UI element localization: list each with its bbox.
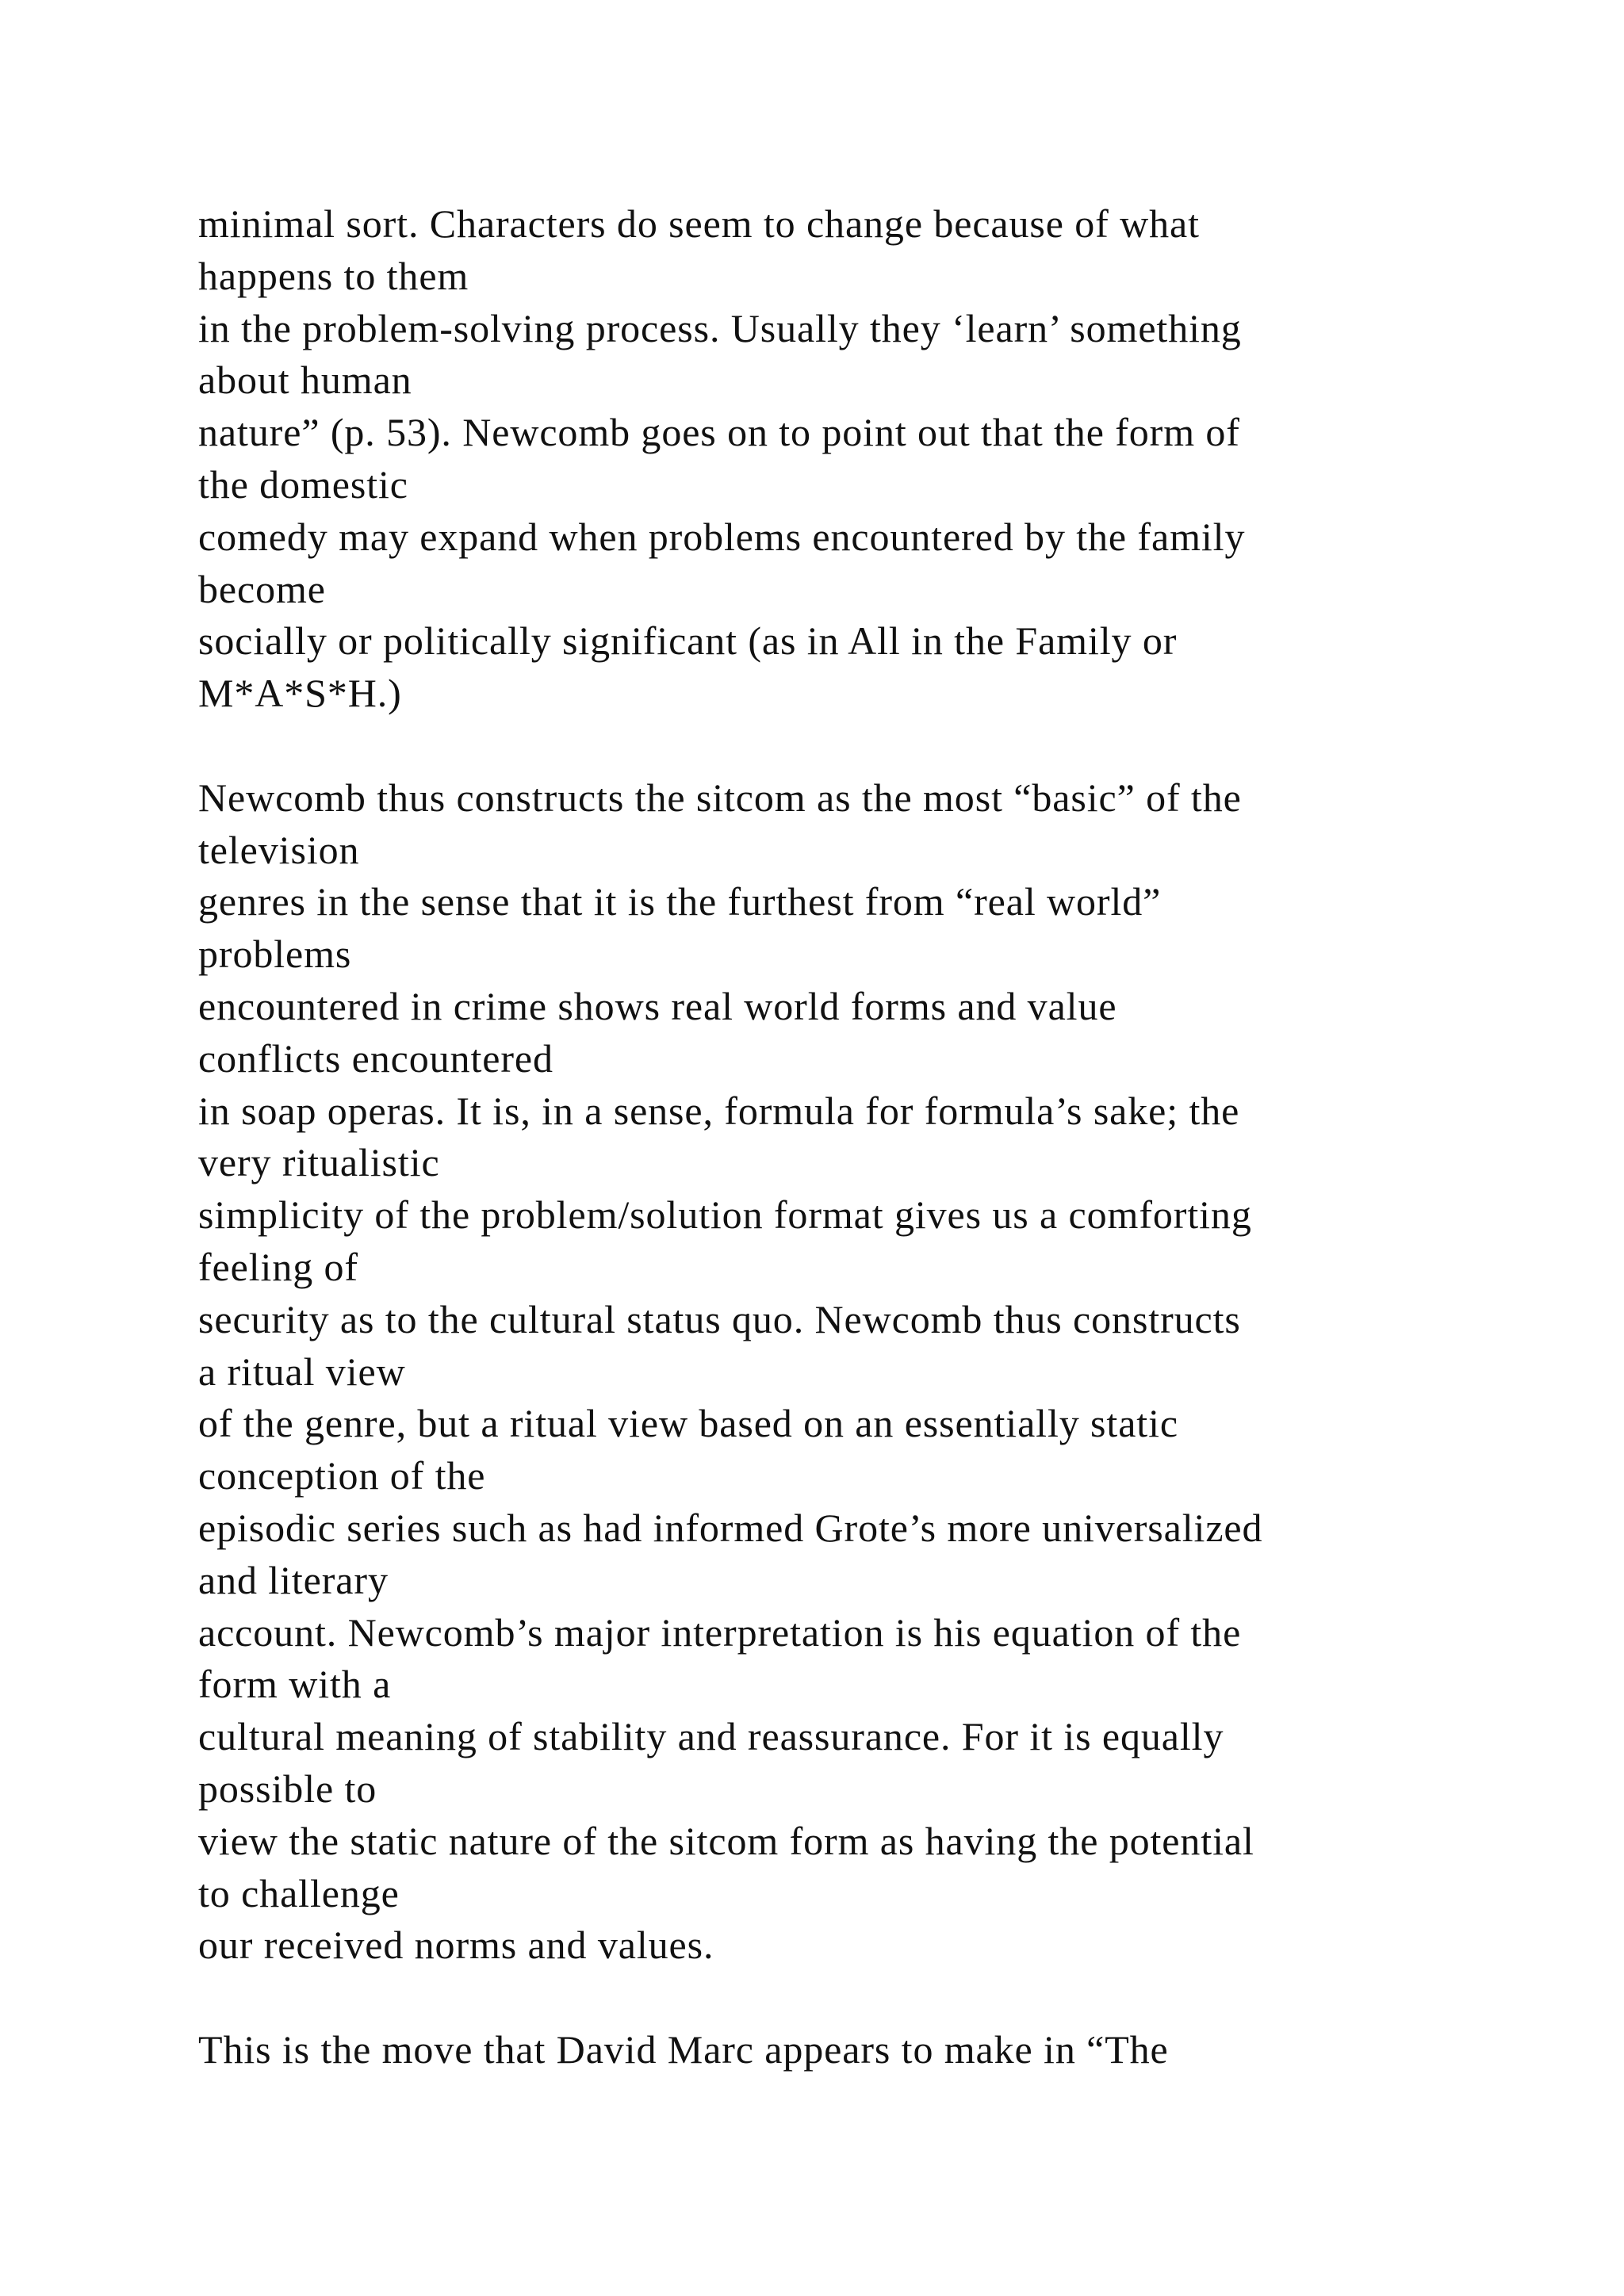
text-line: Newcomb thus constructs the sitcom as the most “basic” of the <box>198 775 1242 820</box>
text-line: about human <box>198 358 412 403</box>
text-line: problems <box>198 932 352 977</box>
text-line: a ritual view <box>198 1349 406 1394</box>
text-line: conflicts encountered <box>198 1035 553 1081</box>
text-line: M*A*S*H.) <box>198 671 402 716</box>
text-line: the domestic <box>198 461 408 507</box>
text-line: comedy may expand when problems encountered by the family <box>198 514 1246 559</box>
text-line: in soap operas. It is, in a sense, formula for formula’s sake; the <box>198 1088 1240 1133</box>
text-line: of the genre, but a ritual view based on an essentially static <box>198 1401 1178 1446</box>
text-line: and literary <box>198 1557 389 1602</box>
text-line: This is the move that David Marc appears to make in “The <box>198 2026 1169 2072</box>
text-line: nature” (p. 53). Newcomb goes on to point out that the form of <box>198 410 1240 455</box>
text-line: very ritualistic <box>198 1140 440 1185</box>
text-line: possible to <box>198 1766 377 1811</box>
paragraph-break <box>198 720 1594 772</box>
text-line: in the problem-solving process. Usually they ‘learn’ something <box>198 305 1242 350</box>
paragraph-2 <box>198 772 1594 1972</box>
text-line: encountered in crime shows real world forms and value <box>198 983 1117 1028</box>
text-line: feeling of <box>198 1244 358 1289</box>
text-line: cultural meaning of stability and reassurance. For it is equally <box>198 1714 1224 1759</box>
text-line: happens to them <box>198 253 469 298</box>
text-line: socially or politically significant (as in All in the Family or <box>198 618 1178 664</box>
body-text <box>198 198 1594 2076</box>
text-line: form with a <box>198 1662 392 1707</box>
text-line: to challenge <box>198 1870 400 1915</box>
paragraph-1 <box>198 198 1594 720</box>
text-line: security as to the cultural status quo. Newcomb thus constructs <box>198 1296 1241 1341</box>
paragraph-break <box>198 1972 1594 2024</box>
paragraph-3 <box>198 2024 1594 2076</box>
text-line: television <box>198 827 360 872</box>
text-line: become <box>198 566 326 611</box>
text-line: simplicity of the problem/solution format gives us a comforting <box>198 1192 1252 1238</box>
text-line: minimal sort. Characters do seem to change because of what <box>198 201 1200 246</box>
text-line: conception of the <box>198 1453 486 1498</box>
text-line: account. Newcomb’s major interpretation is his equation of the <box>198 1609 1242 1655</box>
text-line: our received norms and values. <box>198 1923 714 1968</box>
text-line: view the static nature of the sitcom form as having the potential <box>198 1818 1254 1863</box>
text-line: genres in the sense that it is the furthest from “real world” <box>198 879 1162 924</box>
text-line: episodic series such as had informed Grote’s more universalized <box>198 1505 1263 1550</box>
